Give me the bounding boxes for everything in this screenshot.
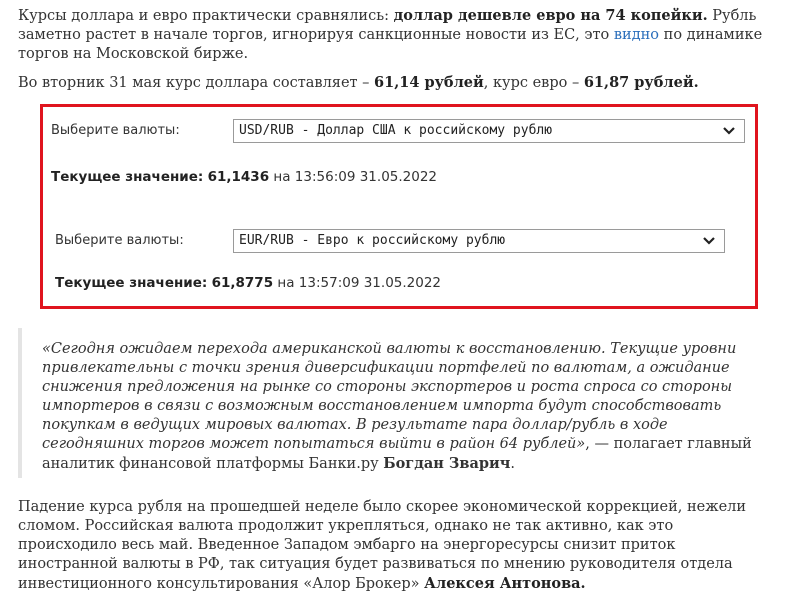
analyst-quote [18, 328, 768, 478]
usd-current-label: Текущее значение: [51, 169, 204, 185]
quote-attribution: , — полагает главный аналитик финансовой платформы Банки.ру [42, 436, 752, 472]
rates-text-2: , курс евро – [483, 75, 584, 91]
usd-current-value [51, 169, 437, 185]
intro-text-2: Рубль заметно растет в начале торгов, игнорируя санкционные новости из ЕС, это [18, 8, 757, 43]
intro-text-3: по динамике торгов на Московской бирже. [18, 27, 763, 62]
moex-link[interactable]: видно [613, 27, 660, 43]
usd-value: 61,1436 [207, 169, 270, 185]
usd-time: на 13:56:09 31.05.2022 [273, 169, 438, 185]
rates-paragraph [18, 73, 768, 93]
intro-bold: доллар дешевле евро на 74 копейки. [393, 7, 708, 24]
intro-text: Курсы доллара и евро практически сравнялись: [18, 8, 394, 24]
eur-currency-select[interactable] [233, 229, 725, 253]
quote-end: . [510, 456, 515, 472]
eur-current-label: Текущее значение: [55, 275, 208, 291]
usd-currency-select[interactable] [233, 119, 745, 143]
outro-author: Алексея Антонова. [424, 575, 586, 592]
eur-rate: 61,87 рублей. [583, 74, 699, 91]
usd-select-value: USD/RUB - Доллар США к российскому рублю [239, 123, 553, 138]
outro-text: Падение курса рубля на прошедшей неделе было скорее экономической коррекцией, нежели сломом. Российская валюта продолжит укрепляться, однако не так активно, как это происходило весь май. Введенное Западом эмбарго на энергоресурсы снизит приток иностранной валюты в РФ, так ситуация будет развиваться по мнению руководителя отдела инвестиционного консультирования «Алор Брокер» [18, 499, 747, 592]
eur-current-value [55, 275, 441, 291]
chevron-down-icon [722, 125, 736, 137]
chevron-down-icon [702, 235, 716, 247]
quote-text: «Сегодня ожидаем перехода американской валюты к восстановлению. Текущие уровни привлекательны с точки зрения диверсификации портфелей по валютам, а ожидание снижения предложения на рынке со стороны экспортеров и роста спроса со стороны импортеров в связи с возможным восстановлением импорта будут способствовать покупкам в ведущих мировых валютах. В результате пара доллар/рубль в ходе сегодняшних торгов может попытаться выйти в район 64 рублей» [42, 341, 737, 452]
eur-select-value: EUR/RUB - Евро к российскому рублю [239, 233, 506, 248]
outro-paragraph [18, 498, 768, 594]
rates-text: Во вторник 31 мая курс доллара составляет – [18, 75, 375, 91]
eur-value: 61,8775 [211, 275, 274, 291]
usd-select-label: Выберите валюты: [51, 123, 180, 138]
usd-rate: 61,14 рублей [374, 74, 484, 91]
intro-paragraph [18, 6, 768, 64]
eur-time: на 13:57:09 31.05.2022 [277, 275, 442, 291]
eur-select-label: Выберите валюты: [55, 233, 184, 248]
currency-widget-screenshot [40, 104, 758, 309]
quote-author: Богдан Зварич [383, 455, 511, 472]
